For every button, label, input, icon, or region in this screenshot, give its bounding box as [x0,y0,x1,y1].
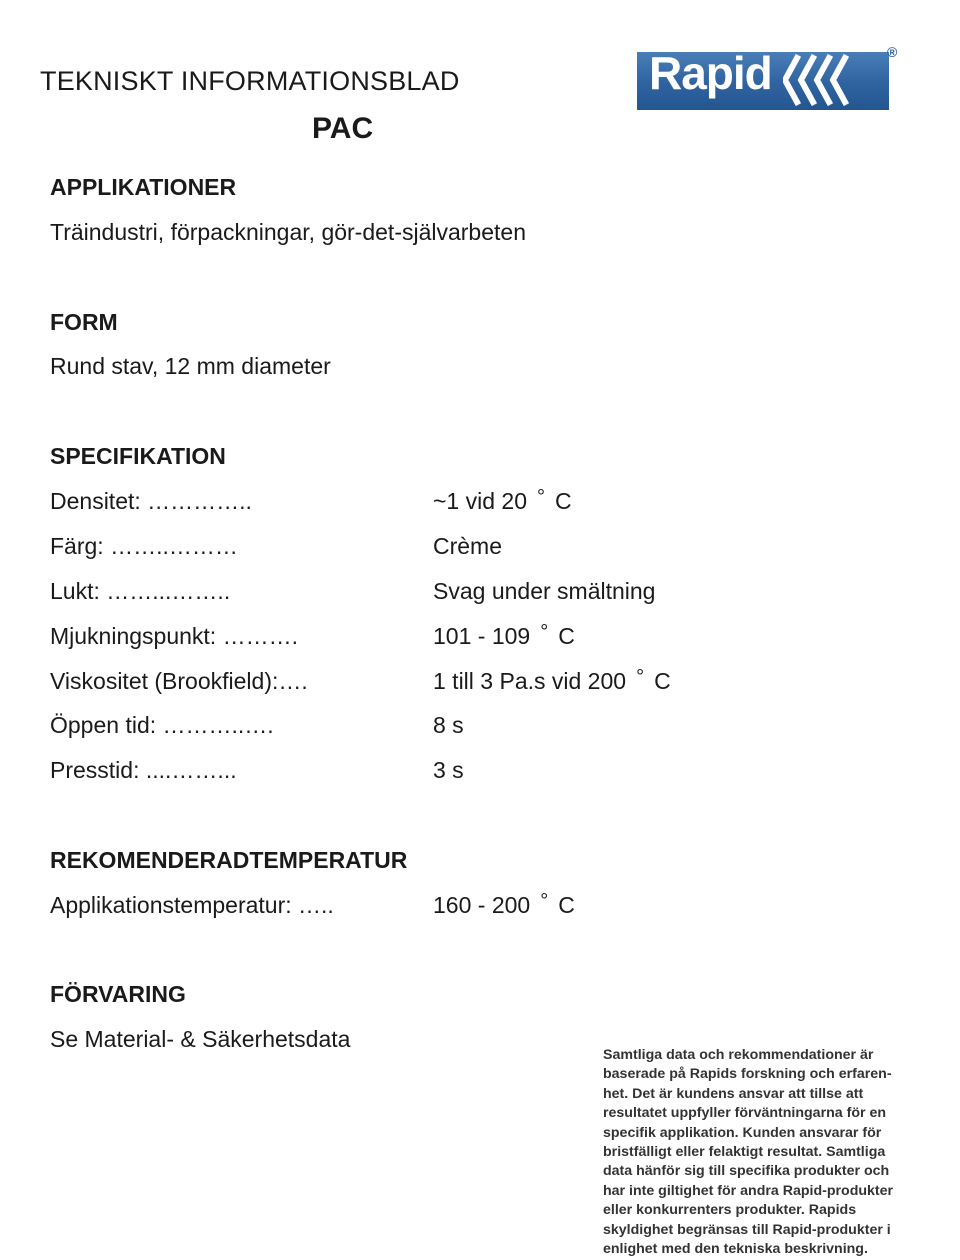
spec-value-odor: Svag under smältning [433,578,656,604]
application-temperature-value: 160 - 200 ° C [433,890,575,918]
form-heading: FORM [50,309,118,335]
spec-value-color: Crème [433,533,503,559]
logo-wordmark: Rapid [649,47,772,99]
applications-heading: APPLIKATIONER [50,174,237,200]
form-text: Rund stav, 12 mm diameter [50,353,331,379]
chevrons-icon [783,54,887,106]
recommended-temperature-heading: REKOMENDERADTEMPERATUR [50,847,408,873]
spec-value-softening-point: 101 - 109 ° C [433,621,575,649]
storage-heading: FÖRVARING [50,981,186,1007]
spec-label-viscosity: Viskositet (Brookfield):…. [50,668,308,694]
specification-heading: SPECIFIKATION [50,443,226,469]
spec-label-press-time: Presstid: ....……... [50,757,237,783]
spec-value-density: ~1 vid 20 ° C [433,486,572,514]
storage-text: Se Material- & Säkerhetsdata [50,1026,351,1052]
registered-mark: ® [887,44,898,60]
spec-label-open-time: Öppen tid: ………..…. [50,712,274,738]
spec-label-density: Densitet: ………….. [50,488,252,514]
spec-value-open-time: 8 s [433,712,464,738]
disclaimer-text: Samtliga data och rekommendationer är baserade på Rapids forskning och erfaren-het. Det är kundens ansvar att tillse att resultatet uppfyller förväntningarna för en specifik applikation. Kunden ansvarar för bristfälligt eller felaktigt resultat. Samtliga data hänför sig till specifika produkter och har inte giltighet för andra Rapid-produkter eller konkurrenters produkter. Rapids skyldighet begränsas till Rapid-produkter i enlighet med den tekniska beskrivning. [603,1047,894,1258]
spec-label-softening-point: Mjukningspunkt: ………. [50,623,298,649]
spec-value-viscosity: 1 till 3 Pa.s vid 200 ° C [433,666,671,694]
product-name: PAC [312,112,374,145]
spec-label-odor: Lukt: ……...…….. [50,578,231,604]
document-title: TEKNISKT INFORMATIONSBLAD [40,66,460,96]
spec-value-press-time: 3 s [433,757,464,783]
applications-text: Träindustri, förpackningar, gör-det-självarbeten [50,219,526,245]
spec-label-color: Färg: ……..……… [50,533,238,559]
application-temperature-label: Applikationstemperatur: ….. [50,892,334,918]
rapid-logo [637,44,903,110]
